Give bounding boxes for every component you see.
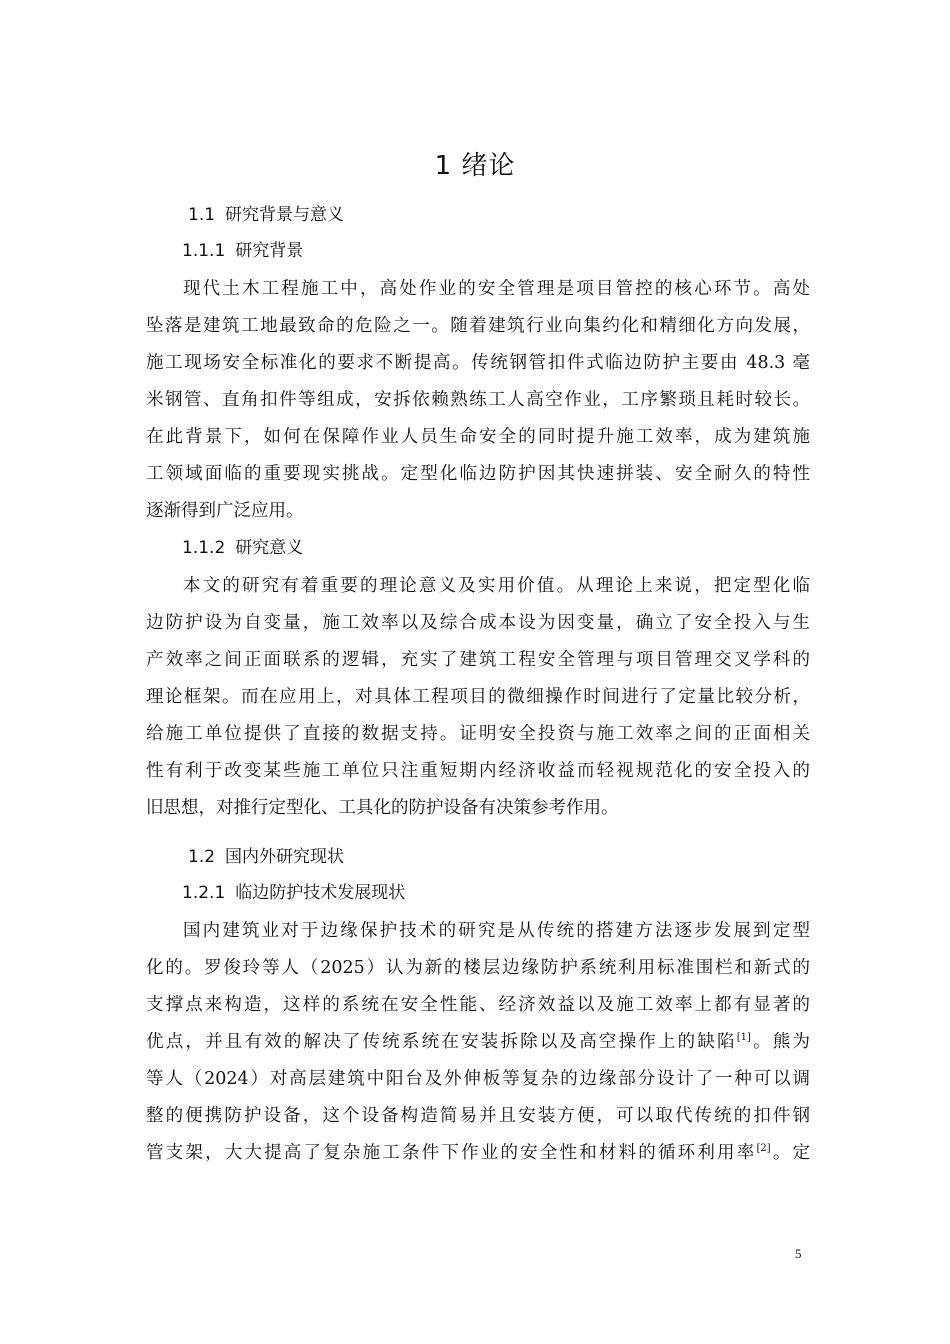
subsection-heading-1-2-1 (182, 879, 405, 907)
line-tail: 。定 (770, 1143, 811, 1163)
text-line: 边防护设为自变量，施工效率以及综合成本设为因变量，确立了安全投入与生 (146, 613, 810, 633)
text-line: 在此背景下，如何在保障作业人员生命安全的同时提升施工效率，成为建筑施 (146, 427, 810, 447)
text-line: 工领域面临的重要现实挑战。定型化临边防护因其快速拼装、安全耐久的特性 (146, 464, 810, 484)
text-line: 理论框架。而在应用上，对具体工程项目的微细操作时间进行了定量比较分析， (146, 687, 810, 707)
text-line: 给施工单位提供了直接的数据支持。证明安全投资与施工效率之间的正面相关 (146, 724, 810, 744)
section-number: 1.2 (188, 847, 216, 867)
subsection-number: 1.1.2 (182, 538, 226, 558)
line-text: 优点，并且有效的解决了传统系统在安装拆除以及高空操作上的缺陷 (146, 1032, 737, 1052)
text-line: 支撑点来构造，这样的系统在安全性能、经济效益以及施工效率上都有显著的 (146, 995, 810, 1015)
text-line: 旧思想，对推行定型化、工具化的防护设备有决策参考作用。 (146, 798, 619, 818)
line-text: 管支架，大大提高了复杂施工条件下作业的安全性和材料的循环利用率 (146, 1143, 757, 1163)
page-number: 5 (795, 1246, 802, 1261)
section-number: 1.1 (188, 205, 216, 225)
text-line: 化的。罗俊玲等人（2025）认为新的楼层边缘防护系统利用标准围栏和新式的 (146, 958, 810, 978)
text-line: 性有利于改变某些施工单位只注重短期内经济收益而轻视规范化的安全投入的 (146, 761, 810, 781)
section-heading-1-2 (188, 843, 344, 871)
text-line: 逐渐得到广泛应用。 (146, 501, 304, 521)
paragraph-edge-protection-status (146, 913, 810, 1172)
chapter-title: 1 绪论 (434, 151, 516, 181)
text-line (146, 1024, 810, 1061)
section-heading-1-1 (188, 201, 344, 229)
paragraph-research-significance (146, 568, 810, 827)
subsection-number: 1.1.1 (182, 241, 226, 261)
section-title: 研究背景与意义 (225, 205, 345, 225)
text-line (146, 1135, 810, 1172)
subsection-heading-1-1-2 (182, 534, 303, 562)
paragraph-research-background (146, 271, 810, 530)
text-line: 现代土木工程施工中，高处作业的安全管理是项目管控的核心环节。高处 (183, 279, 810, 299)
text-line: 国内建筑业对于边缘保护技术的研究是从传统的搭建方法逐步发展到定型 (183, 921, 810, 941)
text-line: 米钢管、直角扣件等组成，安拆依赖熟练工人高空作业，工序繁琐且耗时较长。 (146, 390, 810, 410)
text-line: 施工现场安全标准化的要求不断提高。传统钢管扣件式临边防护主要由 48.3 毫 (146, 353, 810, 373)
subsection-heading-1-1-1 (182, 237, 303, 265)
text-line: 整的便携防护设备，这个设备构造简易并且安装方便，可以取代传统的扣件钢 (146, 1106, 810, 1126)
text-line: 本文的研究有着重要的理论意义及实用价值。从理论上来说，把定型化临 (183, 576, 810, 596)
section-title: 国内外研究现状 (225, 847, 345, 867)
subsection-number: 1.2.1 (182, 883, 226, 903)
citation-2: [2] (756, 1143, 771, 1155)
citation-1: [1] (736, 1032, 751, 1044)
text-line: 产效率之间正面联系的逻辑，充实了建筑工程安全管理与项目管理交叉学科的 (146, 650, 810, 670)
line-tail: 。熊为 (750, 1032, 811, 1052)
subsection-title: 研究意义 (235, 538, 304, 558)
text-line: 等人（2024）对高层建筑中阳台及外伸板等复杂的边缘部分设计了一种可以调 (146, 1069, 810, 1089)
subsection-title: 临边防护技术发展现状 (235, 883, 406, 903)
subsection-title: 研究背景 (235, 241, 304, 261)
text-line: 坠落是建筑工地最致命的危险之一。随着建筑行业向集约化和精细化方向发展， (146, 316, 810, 336)
